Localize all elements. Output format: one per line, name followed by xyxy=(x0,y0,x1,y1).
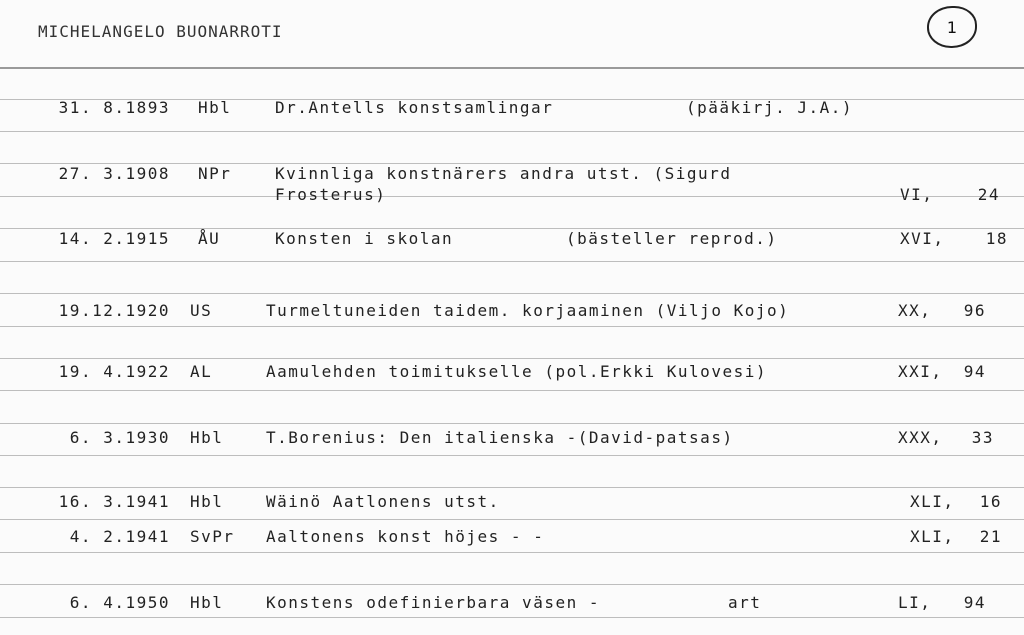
entry-title: Konstens odefinierbara väsen - xyxy=(266,593,600,612)
ruled-line xyxy=(0,519,1024,520)
ruled-line xyxy=(0,617,1024,618)
entry-volume: XLI, xyxy=(910,527,955,546)
entry-volume: VI, xyxy=(900,185,934,204)
entry-date: 27. 3.1908 xyxy=(58,164,170,183)
entry-title: T.Borenius: Den italienska -(David-patsas) xyxy=(266,428,734,447)
entry-page: 24 xyxy=(977,185,1000,204)
entry-page: 94 xyxy=(963,362,986,381)
entry-source: AL xyxy=(190,362,213,381)
header-rule xyxy=(0,67,1024,69)
ruled-line xyxy=(0,552,1024,553)
ruled-line xyxy=(0,196,1024,197)
ruled-line xyxy=(0,390,1024,391)
ruled-line xyxy=(0,487,1024,488)
entry-volume: XVI, xyxy=(900,229,945,248)
card-heading: MICHELANGELO BUONARROTI xyxy=(38,22,283,41)
entry-page: 94 xyxy=(963,593,986,612)
entry-date: 14. 2.1915 xyxy=(58,229,170,248)
entry-date: 19. 4.1922 xyxy=(58,362,170,381)
entry-page: 18 xyxy=(985,229,1008,248)
entry-volume: XX, xyxy=(898,301,932,320)
entry-title: Konsten i skolan xyxy=(275,229,454,248)
entry-date: 16. 3.1941 xyxy=(58,492,170,511)
entry-date: 31. 8.1893 xyxy=(58,98,170,117)
ruled-line xyxy=(0,293,1024,294)
entry-note: art xyxy=(728,593,762,612)
entry-title: Dr.Antells konstsamlingar xyxy=(275,98,554,117)
ruled-line xyxy=(0,358,1024,359)
entry-page: 16 xyxy=(979,492,1002,511)
entry-date: 6. 3.1930 xyxy=(69,428,170,447)
entry-title: Aaltonens konst höjes - - xyxy=(266,527,545,546)
entry-volume: LI, xyxy=(898,593,932,612)
entry-source: US xyxy=(190,301,213,320)
entry-title: Kvinnliga konstnärers andra utst. (Sigurd xyxy=(275,164,732,183)
entry-title: Wäinö Aatlonens utst. xyxy=(266,492,500,511)
entry-source: Hbl xyxy=(198,98,232,117)
entry-date: 4. 2.1941 xyxy=(69,527,170,546)
entry-volume: XLI, xyxy=(910,492,955,511)
ruled-line xyxy=(0,261,1024,262)
entry-page: 21 xyxy=(979,527,1002,546)
ruled-line xyxy=(0,326,1024,327)
entry-source: Hbl xyxy=(190,593,224,612)
entry-note: (pääkirj. J.A.) xyxy=(686,98,853,117)
entry-page: 96 xyxy=(963,301,986,320)
entry-title: Aamulehden toimitukselle (pol.Erkki Kulovesi) xyxy=(266,362,767,381)
entry-date: 19.12.1920 xyxy=(58,301,170,320)
ruled-line xyxy=(0,584,1024,585)
entry-date: 6. 4.1950 xyxy=(69,593,170,612)
ruled-line xyxy=(0,131,1024,132)
entry-page: 33 xyxy=(971,428,994,447)
entry-volume: XXX, xyxy=(898,428,943,447)
entry-source: Hbl xyxy=(190,428,224,447)
entry-title: Turmeltuneiden taidem. korjaaminen (Viljo Kojo) xyxy=(266,301,790,320)
entry-volume: XXI, xyxy=(898,362,943,381)
entry-source: Hbl xyxy=(190,492,224,511)
ruled-line xyxy=(0,455,1024,456)
entry-source: NPr xyxy=(198,164,232,183)
entry-source: ÅU xyxy=(198,229,221,248)
entry-source: SvPr xyxy=(190,527,235,546)
card-number-circle: 1 xyxy=(927,6,977,48)
ruled-line xyxy=(0,423,1024,424)
entry-title-continued: Frosterus) xyxy=(275,185,387,204)
entry-note: (bästeller reprod.) xyxy=(566,229,778,248)
